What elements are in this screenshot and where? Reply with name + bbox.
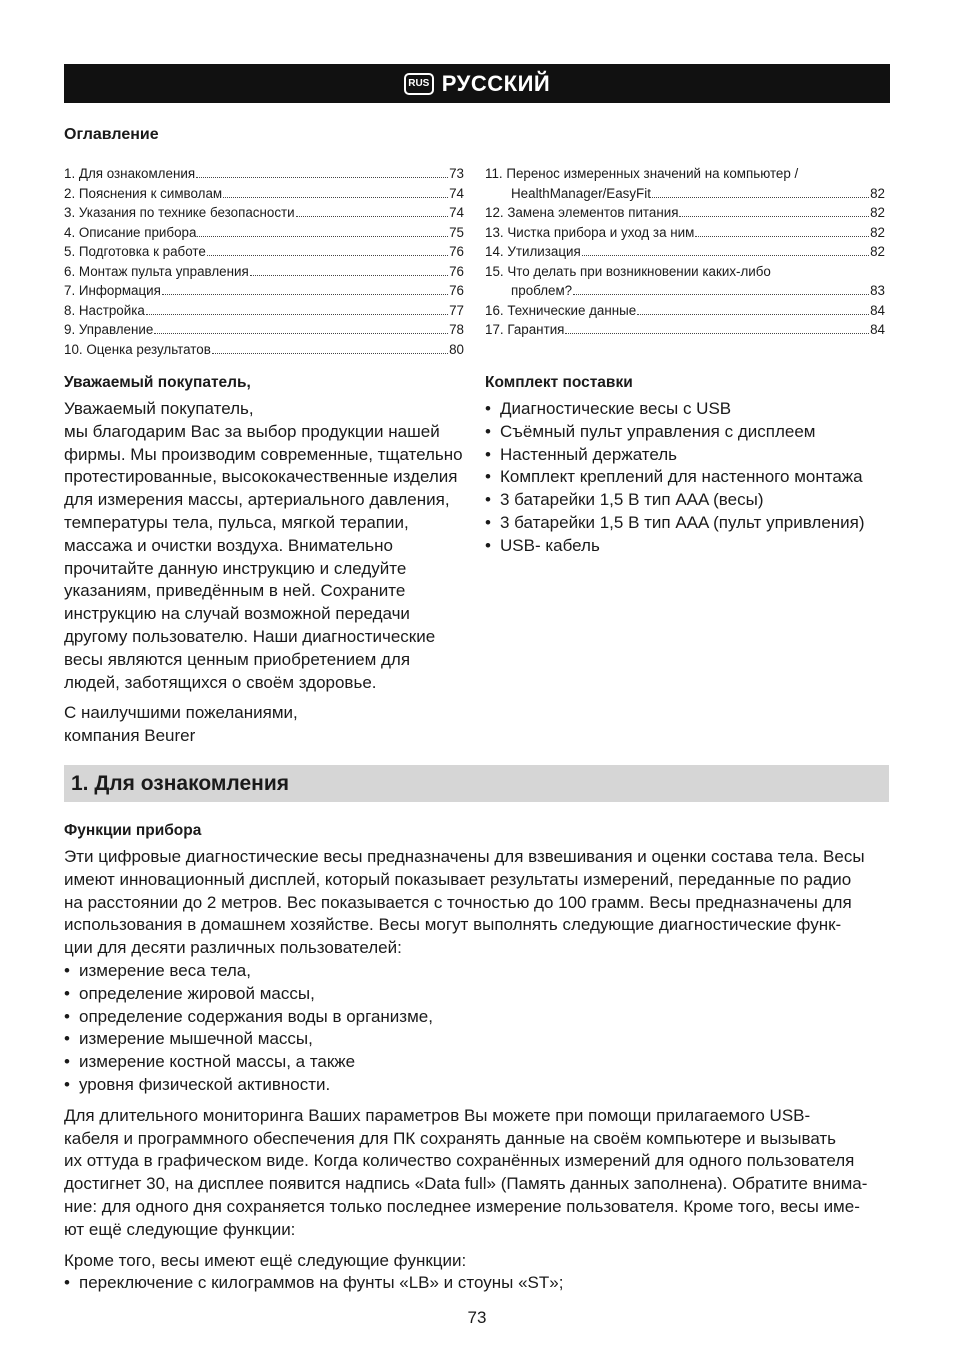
toc-entry-title: 8. Настройка (64, 302, 145, 318)
toc-entry-page: 84 (870, 302, 885, 318)
toc-entry-page: 78 (449, 322, 464, 337)
toc-entry[interactable] (485, 184, 885, 204)
language-title: РУССКИЙ (441, 70, 551, 96)
text-line: компания Beurer (64, 726, 196, 746)
greeting-section (64, 374, 480, 748)
toc-entry-title: 15. Что делать при возникновении каких-либо (485, 263, 771, 279)
toc-entry-title: 11. Перенос измеренных значений на компьютер / (485, 166, 799, 181)
toc-entry-page: 77 (449, 302, 464, 318)
toc-leader (162, 294, 448, 295)
toc-entry-title: 12. Замена элементов питания (485, 205, 679, 220)
toc-entry-page: 76 (449, 283, 464, 298)
list-item: • USB- кабель (485, 535, 890, 558)
toc-leader (652, 197, 869, 198)
list-item: • Настенный держатель (485, 444, 890, 467)
text-line: достигнет 30, на дисплее появится надпись «Data full» (Память данных заполнена). Обратите внима- (64, 1174, 868, 1194)
text-line: Для длительного мониторинга Ваших параметров Вы можете при помощи прилагаемого USB- (64, 1105, 811, 1125)
section-title-bar (64, 765, 889, 802)
text-line: использования в домашнем хозяйстве. Весы могут выполнять следующие диагностические функ- (64, 915, 842, 935)
text-line: для измерения массы, артериального давления, (64, 490, 450, 510)
page-number: 73 (467, 1308, 487, 1327)
toc-entry[interactable] (64, 184, 464, 204)
functions-section (64, 822, 894, 1295)
text-line: мы благодарим Вас за выбор продукции нашей (64, 421, 440, 441)
toc-entry[interactable] (485, 203, 885, 223)
toc-entry-page: 75 (449, 224, 464, 240)
toc-entry-title: 1. Для ознакомления (64, 166, 196, 181)
toc-leader (154, 333, 448, 334)
toc-heading: Оглавление (64, 126, 159, 143)
toc-entry-page: 80 (449, 341, 464, 357)
list-item: • Съёмный пульт управления с дисплеем (485, 421, 890, 444)
text-line: имеют инновационный дисплей, который показывает результаты измерений, переданные по радио (64, 869, 852, 889)
delivery-list (485, 398, 890, 558)
toc-leader (146, 314, 448, 315)
toc-right-column (485, 164, 885, 340)
toc-entry-page: 84 (870, 322, 885, 337)
toc-entry[interactable] (485, 242, 885, 262)
list-item: • Комплект креплений для настенного монтажа (485, 466, 890, 489)
text-line: на расстоянии до 2 метров. Вес показывается с точностью до 100 грамм. Весы предназначены для (64, 892, 852, 912)
toc-leader (637, 314, 869, 315)
toc-leader (695, 236, 869, 237)
list-item: • определение жировой массы, (64, 983, 894, 1006)
toc-entry-title: 17. Гарантия (485, 322, 565, 337)
functions-paragraph-3: Кроме того, весы имеют ещё следующие функции: (64, 1250, 467, 1270)
toc-entry-title: 7. Информация (64, 283, 161, 298)
toc-entry-title: 14. Утилизация (485, 244, 581, 259)
toc-leader (565, 333, 869, 334)
list-item: • измерение веса тела, (64, 960, 894, 983)
toc-entry[interactable] (485, 223, 885, 243)
text-line: Уважаемый покупатель, (64, 399, 254, 418)
toc-entry-title: 2. Пояснения к символам (64, 185, 223, 201)
text-line: ции для десяти различных пользователей: (64, 938, 402, 958)
text-line: ние: для одного дня сохраняется только последнее измерение пользователя. Кроме того, весы име- (64, 1196, 860, 1216)
toc-entry-page: 76 (449, 244, 464, 259)
greeting-text (64, 398, 480, 694)
toc-entry-page: 82 (870, 244, 885, 259)
toc-leader (196, 177, 448, 178)
toc-leader (212, 353, 448, 354)
toc-entry[interactable] (485, 281, 885, 301)
toc-entry[interactable] (64, 262, 464, 282)
toc-entry-title: 9. Управление (64, 322, 154, 337)
toc-leader (197, 236, 448, 237)
list-item: • измерение мышечной массы, (64, 1028, 894, 1051)
text-line: их оттуда в графическом виде. Когда количество сохранённых измерений для одного пользователя (64, 1151, 855, 1171)
toc-leader (573, 294, 869, 295)
greeting-closing (64, 702, 480, 748)
text-line: С наилучшими пожеланиями, (64, 703, 298, 723)
toc-entry-title: 3. Указания по технике безопасности (64, 205, 295, 220)
text-line: указаниям, приведённым в ней. Сохраните (64, 581, 406, 601)
toc-entry[interactable] (64, 320, 464, 340)
toc-entry-page: 82 (870, 224, 885, 240)
text-line: Эти цифровые диагностические весы предназначены для взвешивания и оценки состава тела. Весы (64, 847, 865, 866)
toc-entry[interactable] (64, 340, 464, 360)
toc-entry[interactable] (64, 223, 464, 243)
text-line: кабеля и программного обеспечения для ПК сохранять данные на своём компьютере и вызывать (64, 1128, 837, 1148)
list-item: • измерение костной массы, а также (64, 1051, 894, 1074)
list-item: • Диагностические весы с USB (485, 398, 890, 421)
toc-entry-title: 16. Технические данные (485, 302, 637, 318)
toc-entry-title: 13. Чистка прибора и уход за ним (485, 224, 695, 240)
toc-entry-title: проблем? (511, 283, 573, 298)
toc-leader (582, 255, 869, 256)
functions-list-2 (64, 1272, 894, 1295)
list-item: • 3 батарейки 1,5 В тип AAA (весы) (485, 489, 890, 512)
toc-entry-title: 5. Подготовка к работе (64, 244, 206, 259)
list-item: • определение содержания воды в организме, (64, 1006, 894, 1029)
functions-paragraph-1 (64, 846, 894, 960)
toc-entry[interactable] (64, 203, 464, 223)
greeting-heading: Уважаемый покупатель, (64, 374, 251, 391)
text-line: другому пользователю. Наши диагностические (64, 626, 436, 646)
functions-heading: Функции прибора (64, 822, 202, 839)
toc-entry-page: 73 (449, 166, 464, 181)
toc-entry[interactable] (64, 281, 464, 301)
toc-leader (679, 216, 869, 217)
list-item: • уровня физической активности. (64, 1074, 894, 1097)
toc-entry-page: 76 (449, 263, 464, 279)
toc-entry[interactable] (485, 320, 885, 340)
toc-entry-page: 74 (449, 205, 464, 220)
toc-entry[interactable] (64, 242, 464, 262)
toc-entry-title: 4. Описание прибора (64, 224, 197, 240)
language-header-bar (64, 64, 890, 103)
functions-paragraph-2 (64, 1105, 894, 1242)
toc-entry-page: 82 (870, 205, 885, 220)
toc-entry-title: 6. Монтаж пульта управления (64, 263, 249, 279)
toc-left-column (64, 164, 464, 359)
language-badge-icon: RUS (404, 73, 434, 95)
toc-leader (207, 255, 448, 256)
text-line: температуры тела, пульса, мягкой терапии, (64, 512, 409, 532)
toc-entry-line1[interactable] (485, 262, 885, 282)
toc-entry-line1[interactable] (485, 164, 885, 184)
delivery-section (485, 374, 890, 558)
text-line: фирмы. Мы производим современные, тщательно (64, 444, 463, 464)
text-line: весы являются ценным приобретением для (64, 649, 411, 669)
toc-entry[interactable] (64, 164, 464, 184)
toc-entry[interactable] (64, 301, 464, 321)
text-line: массажа и очистки воздуха. Внимательно (64, 535, 393, 555)
list-item: • переключение с килограммов на фунты «LB» и стоуны «ST»; (64, 1272, 894, 1295)
toc-leader (296, 216, 448, 217)
list-item: • 3 батарейки 1,5 В тип AAA (пульт упривления) (485, 512, 890, 535)
text-line: протестированные, высококачественные изделия (64, 467, 458, 487)
toc-entry-page: 83 (870, 283, 885, 298)
text-line: прочитайте данную инструкцию и следуйте (64, 558, 407, 578)
toc-entry-title: HealthManager/EasyFit (511, 185, 651, 201)
toc-entry-title: 10. Оценка результатов (64, 341, 211, 357)
text-line: людей, заботящихся о своём здоровье. (64, 672, 377, 692)
toc-leader (223, 197, 448, 198)
delivery-heading: Комплект поставки (485, 374, 633, 391)
toc-entry-page: 82 (870, 185, 885, 201)
toc-entry-page: 74 (449, 185, 464, 201)
toc-entry[interactable] (485, 301, 885, 321)
toc-leader (250, 275, 448, 276)
functions-list (64, 960, 894, 1097)
text-line: инструкцию на случай возможной передачи (64, 604, 410, 624)
text-line: ют ещё следующие функции: (64, 1219, 296, 1239)
section-title: 1. Для ознакомления (71, 771, 289, 795)
